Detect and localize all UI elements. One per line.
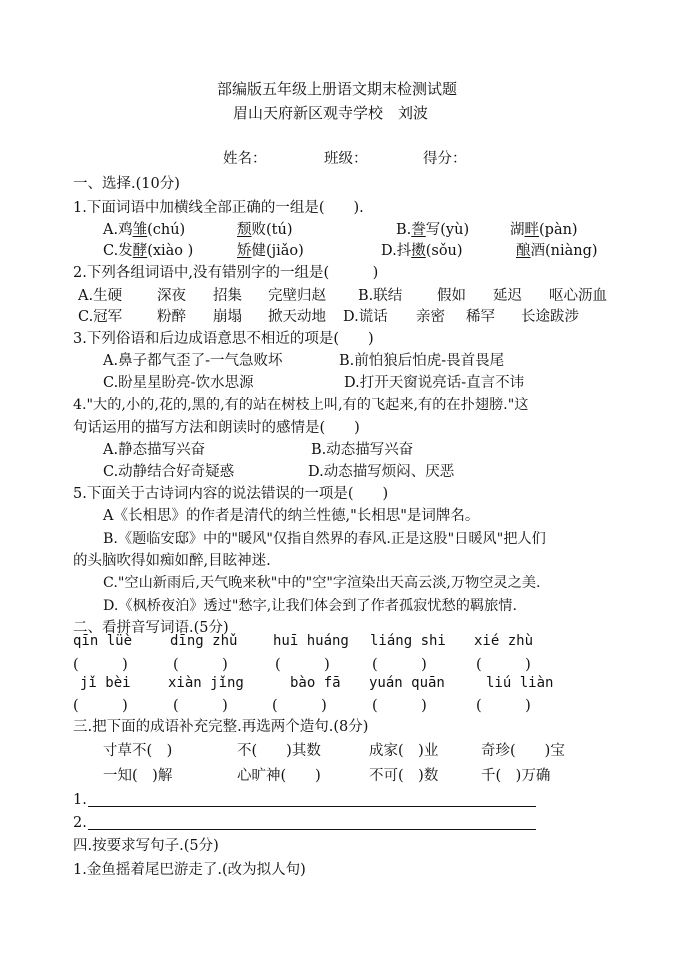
sentence-line-2[interactable] bbox=[88, 829, 536, 830]
section-3-heading: 三.把下面的成语补充完整.再选两个造句.(8分) bbox=[73, 719, 369, 735]
answer-blank-r2-2[interactable]: ( ) bbox=[272, 698, 327, 714]
s4-q1: 1.金鱼摇着尾巴游走了.(改为拟人句) bbox=[73, 862, 306, 878]
pinyin-r1-3: liáng shi bbox=[370, 633, 446, 649]
q1-d-pinyin: (sǒu) bbox=[425, 243, 463, 259]
pinyin-r1-0: qīn lüè bbox=[73, 633, 133, 649]
q1-option-d2 bbox=[516, 241, 598, 261]
q2-row1-7: 呕心沥血 bbox=[549, 288, 607, 304]
q1-d2-underlined: 酿 bbox=[516, 243, 531, 259]
q1-b2-rest: (pàn) bbox=[539, 222, 578, 238]
q1-a2-underlined: 颓 bbox=[237, 222, 252, 238]
q5-option-d: D.《枫桥夜泊》透过"愁字,让我们体会到了作者孤寂忧愁的羁旅情. bbox=[103, 598, 517, 614]
q4-option-c: C.动静结合好奇疑惑 bbox=[103, 464, 235, 480]
q5-stem: 5.下面关于古诗词内容的说法错误的一项是( ) bbox=[73, 486, 389, 502]
q1-a-pinyin: (chú) bbox=[147, 222, 186, 238]
q1-b2-prefix: 湖 bbox=[510, 222, 525, 238]
q2-row1-1: 深夜 bbox=[157, 288, 186, 304]
answer-blank-r2-4[interactable]: ( ) bbox=[476, 698, 531, 714]
section-2-heading: 二、看拼音写词语.(5分) bbox=[73, 620, 229, 636]
answer-blank-r1-3[interactable]: ( ) bbox=[372, 657, 427, 673]
q1-stem: 1.下面词语中加横线全部正确的一组是( ). bbox=[73, 200, 364, 216]
sentence-line-2-label: 2. bbox=[73, 815, 87, 831]
q2-row2-5: 亲密 bbox=[416, 309, 445, 325]
idiom-r1-1[interactable]: 不( )其数 bbox=[237, 743, 321, 759]
q1-b-underlined: 誊 bbox=[411, 222, 426, 238]
q3-option-d: D.打开天窗说亮话-直言不讳 bbox=[344, 375, 525, 391]
q1-c2-underlined: 矫 bbox=[237, 243, 252, 259]
q1-option-a2 bbox=[237, 220, 292, 240]
idiom-r1-3[interactable]: 奇珍( )宝 bbox=[481, 743, 565, 759]
answer-blank-r1-1[interactable]: ( ) bbox=[173, 657, 228, 673]
page-title: 部编版五年级上册语文期末检测试题 bbox=[217, 80, 458, 98]
q1-b-prefix: B. bbox=[396, 222, 412, 238]
q1-option-a bbox=[103, 220, 185, 240]
idiom-r2-2[interactable]: 不可( )数 bbox=[369, 768, 439, 784]
q1-d-prefix: D.抖 bbox=[381, 243, 412, 259]
q1-c-underlined: 酵 bbox=[132, 243, 148, 259]
pinyin-r1-1: dīng zhǔ bbox=[170, 633, 238, 649]
q1-c-pinyin: (xiào ) bbox=[147, 243, 194, 259]
answer-blank-r2-1[interactable]: ( ) bbox=[173, 698, 228, 714]
answer-blank-r1-0[interactable]: ( ) bbox=[73, 657, 128, 673]
q2-row1-2: 招集 bbox=[213, 288, 242, 304]
section-1-heading: 一、选择.(10分) bbox=[73, 176, 180, 192]
q2-stem: 2.下列各组词语中,没有错别字的一组是( ) bbox=[73, 265, 379, 281]
q1-c-prefix: C.发 bbox=[103, 243, 133, 259]
q2-row1-6: 延迟 bbox=[493, 288, 522, 304]
name-label: 姓名： bbox=[223, 151, 267, 167]
idiom-r2-1[interactable]: 心旷神( ) bbox=[237, 768, 321, 784]
q1-d2-rest: 酒(niàng) bbox=[530, 243, 598, 259]
q4-stem-2: 句话运用的描写方法和朗读时的感情是( ) bbox=[73, 420, 360, 436]
q1-a2-rest: 败(tú) bbox=[251, 222, 293, 238]
q4-option-d: D.动态描写烦闷、厌恶 bbox=[308, 464, 455, 480]
q1-b-rest: 写(yù) bbox=[425, 222, 470, 238]
q2-row1-4: B.联结 bbox=[358, 288, 403, 304]
pinyin-r2-0: jǐ bèi bbox=[80, 675, 131, 691]
q3-option-a: A.鼻子都气歪了-一气急败坏 bbox=[103, 353, 283, 369]
q2-row1-5: 假如 bbox=[437, 288, 466, 304]
idiom-r1-2[interactable]: 成家( )业 bbox=[369, 743, 439, 759]
idiom-r1-0[interactable]: 寸草不( ) bbox=[103, 743, 173, 759]
q5-option-b-2: 的头脑吹得如痴如醉,目眩神迷. bbox=[73, 553, 271, 569]
q3-option-c: C.盼星星盼亮-饮水思源 bbox=[103, 375, 254, 391]
q5-option-c: C."空山新雨后,天气晚来秋"中的"空"字渲染出天高云淡,万物空灵之美. bbox=[103, 575, 541, 591]
sentence-line-1-label: 1. bbox=[73, 792, 87, 808]
q1-d-underlined: 擞 bbox=[411, 243, 426, 259]
q4-option-a: A.静态描写兴奋 bbox=[103, 442, 206, 458]
q2-row2-6: 稀罕 bbox=[466, 309, 495, 325]
q1-option-c2 bbox=[237, 241, 304, 261]
q1-b2-underlined: 畔 bbox=[524, 222, 539, 238]
section-4-heading: 四.按要求写句子.(5分) bbox=[73, 838, 219, 854]
q2-row2-2: 崩塌 bbox=[213, 309, 242, 325]
answer-blank-r1-2[interactable]: ( ) bbox=[275, 657, 330, 673]
q1-c2-rest: 健(jiǎo) bbox=[251, 243, 304, 259]
score-label: 得分： bbox=[423, 151, 467, 167]
q1-a-underlined: 雏 bbox=[132, 222, 148, 238]
q3-option-b: B.前怕狼后怕虎-畏首畏尾 bbox=[339, 353, 505, 369]
q2-row2-4: D.谎话 bbox=[343, 309, 388, 325]
q1-option-c bbox=[103, 241, 193, 261]
pinyin-r2-2: bào fā bbox=[290, 675, 341, 691]
answer-blank-r1-4[interactable]: ( ) bbox=[476, 657, 531, 673]
q2-row2-7: 长途跋涉 bbox=[521, 309, 579, 325]
answer-blank-r2-3[interactable]: ( ) bbox=[372, 698, 427, 714]
answer-blank-r2-0[interactable]: ( ) bbox=[73, 698, 128, 714]
pinyin-r2-1: xiàn jǐng bbox=[168, 675, 244, 691]
pinyin-r2-4: liú liàn bbox=[486, 675, 554, 691]
q4-option-b: B.动态描写兴奋 bbox=[311, 442, 414, 458]
q1-option-b2 bbox=[510, 220, 578, 240]
school-author: 眉山天府新区观寺学校 刘波 bbox=[233, 104, 429, 122]
q2-row2-0: C.冠军 bbox=[78, 309, 123, 325]
q5-option-b-1: B.《题临安邸》中的"暖风"仅指自然界的春风.正是这股"日暖风"把人们 bbox=[103, 531, 546, 547]
q5-option-a: A《长相思》的作者是清代的纳兰性德,"长相思"是词牌名。 bbox=[103, 508, 480, 524]
q2-row2-3: 掀天动地 bbox=[268, 309, 326, 325]
idiom-r2-3[interactable]: 千( )万确 bbox=[481, 768, 551, 784]
class-label: 班级： bbox=[324, 151, 368, 167]
idiom-r2-0[interactable]: 一知( )解 bbox=[103, 768, 173, 784]
q1-a-prefix: A.鸡 bbox=[103, 222, 133, 238]
q2-row2-1: 粉醉 bbox=[157, 309, 186, 325]
q1-option-d bbox=[381, 241, 463, 261]
q2-row1-3: 完壁归赵 bbox=[268, 288, 326, 304]
q4-stem-1: 4."大的,小的,花的,黑的,有的站在树枝上叫,有的飞起来,有的在扑翅膀."这 bbox=[73, 397, 529, 413]
sentence-line-1[interactable] bbox=[88, 806, 536, 807]
q3-stem: 3.下列俗语和后边成语意思不相近的项是( ) bbox=[73, 331, 374, 347]
q2-row1-0: A.生硬 bbox=[78, 288, 123, 304]
pinyin-r1-4: xié zhù bbox=[474, 633, 534, 649]
q1-option-b bbox=[396, 220, 469, 240]
pinyin-r1-2: huī huáng bbox=[273, 633, 349, 649]
pinyin-r2-3: yuán quān bbox=[369, 675, 445, 691]
